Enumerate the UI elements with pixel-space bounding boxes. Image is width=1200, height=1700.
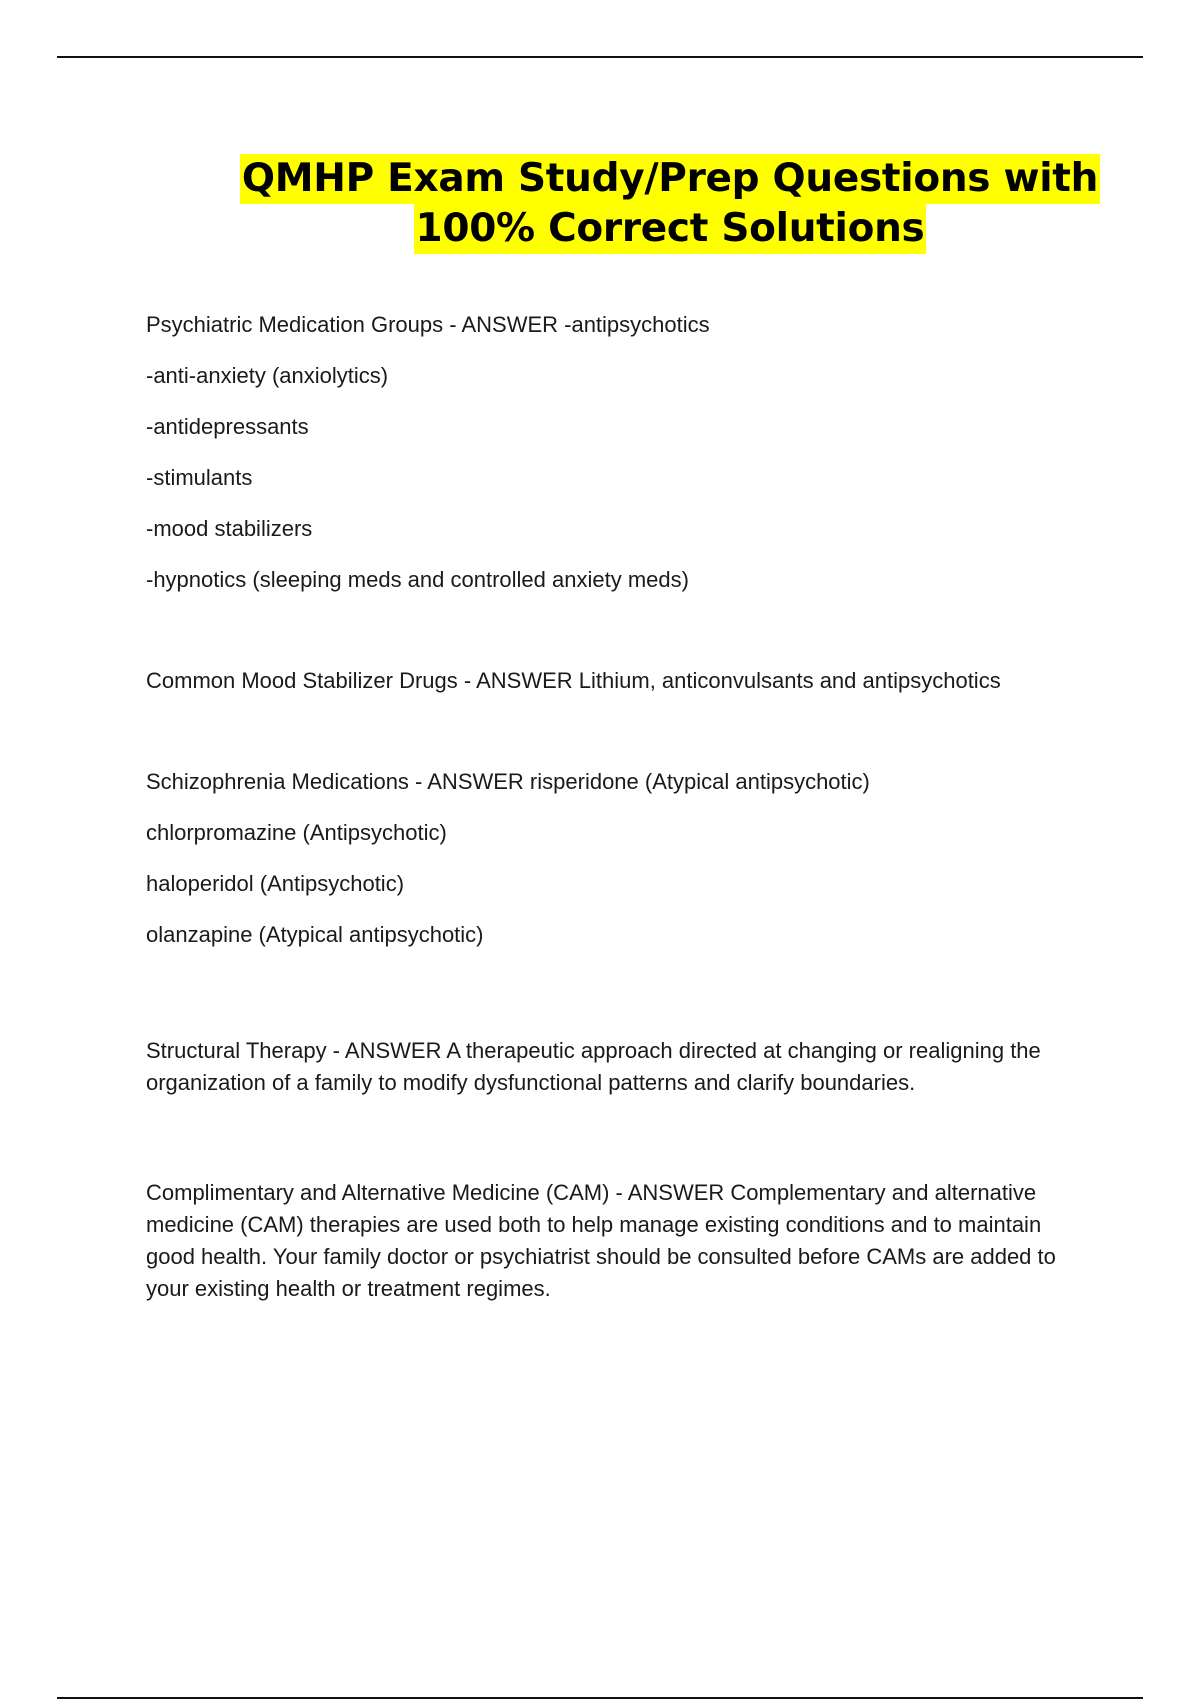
qa-entry-structural-therapy xyxy=(146,1035,1086,1099)
answer-line: -antidepressants xyxy=(146,414,309,439)
answer-line: -hypnotics (sleeping meds and controlled anxiety meds) xyxy=(146,567,689,592)
qa-entry-schizophrenia-medications xyxy=(146,767,1086,971)
qa-entry-medication-groups xyxy=(146,310,1086,616)
qa-entry-mood-stabilizers xyxy=(146,666,1086,717)
qa-question-line: Schizophrenia Medications - ANSWER risperidone (Atypical antipsychotic) xyxy=(146,769,870,794)
qa-question-line: Psychiatric Medication Groups - ANSWER -antipsychotics xyxy=(146,312,710,337)
qa-entry-cam xyxy=(146,1177,1086,1305)
title-line-2: 100% Correct Solutions xyxy=(414,204,927,254)
bottom-rule xyxy=(57,1697,1143,1699)
answer-line: -stimulants xyxy=(146,465,253,490)
title-line-1: QMHP Exam Study/Prep Questions with xyxy=(240,154,1100,204)
document-title xyxy=(70,154,1200,254)
answer-line: olanzapine (Atypical antipsychotic) xyxy=(146,922,484,947)
qa-paragraph: Complimentary and Alternative Medicine (CAM) - ANSWER Complementary and alternative medicine (CAM) therapies are used both to help manage existing conditions and to maintain good health. Your family doctor or psychiatrist should be consulted before CAMs are added to your existing health or treatment regimes. xyxy=(146,1180,1056,1301)
answer-line: -mood stabilizers xyxy=(146,516,313,541)
answer-line: haloperidol (Antipsychotic) xyxy=(146,871,405,896)
answer-line: -anti-anxiety (anxiolytics) xyxy=(146,363,389,388)
answer-line: chlorpromazine (Antipsychotic) xyxy=(146,820,447,845)
document-body xyxy=(146,310,1086,1305)
qa-question-line: Common Mood Stabilizer Drugs - ANSWER Lithium, anticonvulsants and antipsychotics xyxy=(146,668,1001,693)
qa-paragraph: Structural Therapy - ANSWER A therapeutic approach directed at changing or realigning the organization of a family to modify dysfunctional patterns and clarify boundaries. xyxy=(146,1038,1041,1095)
top-rule xyxy=(57,56,1143,58)
